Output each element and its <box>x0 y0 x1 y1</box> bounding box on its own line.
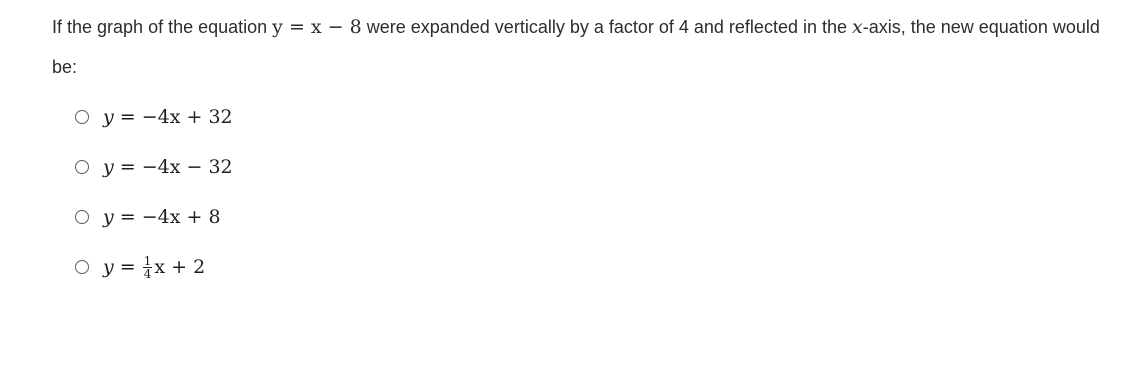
answer-option-3-lhs: y <box>103 206 114 228</box>
answer-options <box>75 92 233 292</box>
answer-option-4-lhs: y <box>103 256 114 278</box>
question-equation: y = x − 8 <box>272 16 362 38</box>
radio-button-2[interactable] <box>75 160 89 174</box>
answer-option-1[interactable] <box>75 92 233 142</box>
answer-option-1-label: y = −4x + 32 <box>103 106 233 128</box>
answer-option-3-rhs: −4x + 8 <box>141 206 221 228</box>
question-suffix: -axis, the new equation would be: <box>52 17 1100 77</box>
fraction-denominator: 4 <box>143 266 152 281</box>
answer-option-2-rhs: −4x − 32 <box>141 156 233 178</box>
answer-option-1-lhs: y <box>103 106 114 128</box>
question-prefix: If the graph of the equation <box>52 17 273 37</box>
radio-button-3[interactable] <box>75 210 89 224</box>
answer-option-4-fraction <box>143 255 153 280</box>
question-axis-variable: x <box>852 16 863 38</box>
answer-option-3[interactable] <box>75 192 233 242</box>
answer-option-2-lhs: y <box>103 156 114 178</box>
answer-option-3-label: y = −4x + 8 <box>103 206 221 228</box>
answer-option-4-rhs: x + 2 <box>154 256 206 278</box>
answer-option-2-label: y = −4x − 32 <box>103 156 233 178</box>
radio-button-4[interactable] <box>75 260 89 274</box>
answer-option-2[interactable] <box>75 142 233 192</box>
question-middle: were expanded vertically by a factor of 4 and reflected in the <box>361 17 852 37</box>
answer-option-1-rhs: −4x + 32 <box>141 106 233 128</box>
fraction-numerator: 1 <box>143 253 152 268</box>
radio-button-1[interactable] <box>75 110 89 124</box>
question-text <box>52 7 1122 87</box>
answer-option-4[interactable] <box>75 242 233 292</box>
answer-option-4-label: y = $\frac{1}{4}$ x + 2 <box>103 253 206 281</box>
